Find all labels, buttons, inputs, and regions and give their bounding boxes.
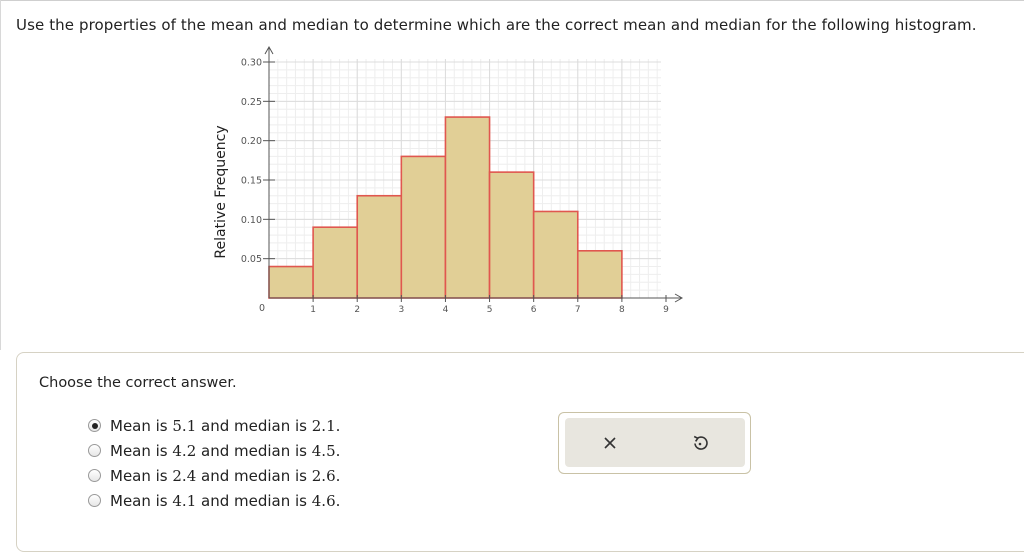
- option-1[interactable]: [88, 438, 340, 463]
- median-value-2: 2.6: [311, 466, 336, 485]
- clear-button[interactable]: [595, 428, 625, 458]
- answer-options: [88, 413, 340, 513]
- mean-value-3: 4.1: [172, 491, 197, 510]
- x-tick-label: 4: [442, 305, 449, 315]
- option-text-1: Mean is 4.2 and median is 4.5.: [110, 441, 341, 460]
- close-icon: [602, 435, 618, 451]
- action-button-bar: [565, 418, 745, 467]
- y-tick-label: 0.20: [240, 136, 262, 148]
- x-tick-label: 3: [398, 305, 405, 315]
- x-tick-label: 8: [619, 305, 625, 315]
- y-tick-label: 0.30: [240, 57, 262, 69]
- y-tick-label: 0.10: [240, 214, 262, 226]
- histogram-bar: [490, 172, 534, 298]
- option-0[interactable]: [88, 413, 340, 438]
- x-tick-label: 6: [530, 305, 537, 315]
- median-value-3: 4.6: [311, 491, 336, 510]
- x-tick-label: 5: [486, 305, 493, 315]
- y-tick-label: 0.15: [240, 175, 262, 187]
- option-text-2: Mean is 2.4 and median is 2.6.: [110, 466, 341, 485]
- x-tick-label: 1: [310, 305, 316, 315]
- histogram-bar: [313, 227, 357, 298]
- histogram-bar: [578, 251, 622, 298]
- x-tick-label: 7: [574, 305, 581, 315]
- y-tick-label: 0.25: [240, 96, 262, 108]
- median-value-1: 4.5: [311, 441, 336, 460]
- origin-label: 0: [258, 303, 266, 314]
- mean-value-2: 2.4: [172, 466, 197, 485]
- histogram-bar: [269, 267, 313, 298]
- y-tick-label: 0.05: [240, 254, 262, 266]
- question-text: Use the properties of the mean and median to determine which are the correct mean and median for the following histogram.: [16, 16, 977, 34]
- histogram-bar: [401, 156, 445, 298]
- undo-button[interactable]: [685, 428, 715, 458]
- radio-button-3[interactable]: [88, 494, 101, 507]
- x-tick-label: 9: [663, 305, 669, 315]
- radio-button-1[interactable]: [88, 444, 101, 457]
- histogram-chart: [200, 45, 700, 325]
- mean-value-0: 5.1: [172, 416, 197, 435]
- radio-button-2[interactable]: [88, 469, 101, 482]
- option-3[interactable]: [88, 488, 340, 513]
- radio-button-0[interactable]: [88, 419, 101, 432]
- histogram-bar: [534, 211, 578, 298]
- choose-prompt: Choose the correct answer.: [39, 375, 237, 391]
- option-text-0: Mean is 5.1 and median is 2.1.: [110, 416, 341, 435]
- frame-left-border: [0, 0, 1, 350]
- histogram-bar: [445, 117, 489, 298]
- option-text-3: Mean is 4.1 and median is 4.6.: [110, 491, 341, 510]
- median-value-0: 2.1: [311, 416, 336, 435]
- x-tick-label: 2: [354, 305, 361, 315]
- undo-icon: [691, 434, 709, 452]
- histogram-bar: [357, 196, 401, 298]
- mean-value-1: 4.2: [172, 441, 197, 460]
- option-2[interactable]: [88, 463, 340, 488]
- y-axis-label: Relative Frequency: [213, 125, 229, 259]
